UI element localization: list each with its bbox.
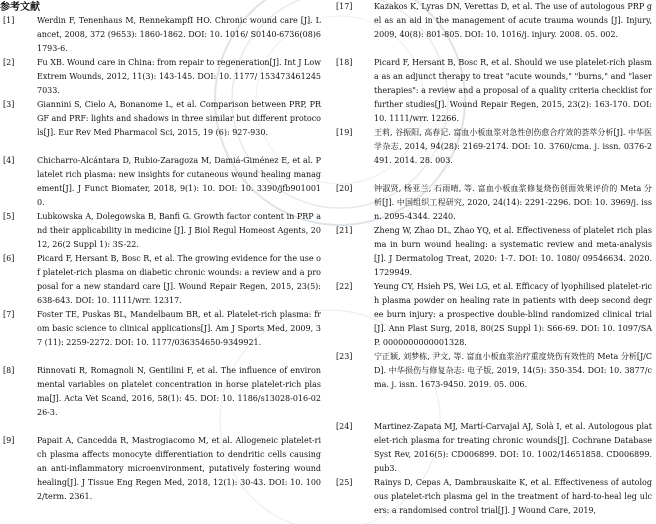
reference-text: Lubkowska A, Dolegowska B, Banfi G. Growth factor content in PRP and their applicability in medicine [J]. J Biol Regul Homeost Agents, 2012, 26(2 Suppl 1): 3S-22. — [37, 212, 321, 249]
reference-entry — [336, 0, 652, 42]
reference-entry — [3, 252, 321, 308]
reference-entry — [3, 364, 321, 420]
reference-text: Papait A, Cancedda R, Mastrogiacomo M, et al. Allogeneic platelet-rich plasma affects monocyte differentiation to dendritic cells causing an anti-inflammatory microenvironment, putatively fostering wound healing[J]. J Tissue Eng Regen Med, 2018, 12(1): 30-43. DOI: 10. 1002/term. 2361. — [37, 436, 321, 501]
reference-number: [2] — [3, 58, 15, 67]
reference-entry — [3, 210, 321, 252]
reference-entry — [336, 182, 652, 224]
reference-number: [7] — [3, 310, 15, 319]
reference-text: Fu XB. Wound care in China: from repair to regeneration[J]. Int J Low Extrem Wounds, 2012, 11(3): 143-145. DOI: 10. 1177/ 1534734612457033. — [37, 58, 321, 95]
reference-number: [22] — [336, 282, 353, 291]
reference-number: [17] — [336, 2, 353, 11]
reference-entry — [3, 14, 321, 56]
reference-text: 王莉, 谷振阳, 高春记. 富血小板血浆对急性创伤愈合疗效的荟萃分析[J]. 中华医学杂志, 2014, 94(28): 2169-2174. DOI: 10. 3760/cma. j. issn. 0376-2491. 2014. 28. 003. — [374, 128, 652, 165]
reference-number: [9] — [3, 436, 15, 445]
reference-text: Martinez-Zapata MJ, Martí-Carvajal AJ, Solà I, et al. Autologous platelet-rich plasma for treating chronic wounds[J]. Cochrane Database Syst Rev, 2016(5): CD006899. DOI: 10. 1002/14651858. CD006899. pub3. — [374, 422, 652, 473]
reference-number: [1] — [3, 16, 15, 25]
reference-text: 宁正颖, 刘梦栋, 尹文, 等. 富血小板血浆治疗重度烧伤有效性的 Meta 分析[J/CD]. 中华损伤与修复杂志: 电子版, 2019, 14(5): 350-354. DOI: 10. 3877/cma. j. issn. 1673-9450. 2019. 05. 006. — [374, 352, 652, 389]
reference-text: 钟淑贤, 杨亚兰, 石雨晴, 等. 富血小板血浆修复烧伤创面效果评价的 Meta 分析[J]. 中国组织工程研究, 2020, 24(14): 2291-2296. DOI: 10. 3969/j. issn. 2095-4344. 2240. — [374, 184, 652, 221]
reference-number: [18] — [336, 58, 353, 67]
reference-text: Picard F, Hersant B, Bosc R, et al. The growing evidence for the use of platelet-rich plasma on diabetic chronic wounds: a review and a proposal for a new standard care [J]. Wound Repair Regen, 2015, 23(5): 638-643. DOI: 10. 1111/wrr. 12317. — [37, 254, 321, 305]
reference-text: Yeung CY, Hsieh PS, Wei LG, et al. Efficacy of lyophilised platelet-rich plasma powder on healing rate in patients with deep second degree burn injury: a prospective double-blind randomized clinical trial[J]. Ann Plast Surg, 2018, 80(2S Suppl 1): S66-69. DOI: 10. 1097/SAP. 0000000000001328. — [374, 282, 652, 347]
reference-entry — [336, 420, 652, 476]
reference-entry — [3, 154, 321, 210]
reference-number: [6] — [3, 254, 15, 263]
reference-entry — [3, 308, 321, 350]
reference-entry — [336, 126, 652, 168]
reference-text: Werdin F, Tenenhaus M, RennekampfI HO. Chronic wound care [J]. Lancet, 2008, 372 (9653): 1860-1862. DOI: 10. 1016/ S0140-6736(08)61793-6. — [37, 16, 321, 53]
references-heading: 参考文献 — [0, 2, 40, 13]
reference-text: Zheng W, Zhao DL, Zhao YQ, et al. Effectiveness of platelet rich plasma in burn wound healing: a systematic review and meta-analysis[J]. J Dermatolog Treat, 2020: 1-7. DOI: 10. 1080/ 09546634. 2020. 1729949. — [374, 226, 652, 277]
reference-number: [19] — [336, 128, 353, 137]
reference-entry — [3, 434, 321, 504]
reference-text: Picard F, Hersant B, Bosc R, et al. Should we use platelet-rich plasma as an adjunct therapy to treat "acute wounds," "burns," and "laser therapies": a review and a proposal of a quality criteria checklist for further studies[J]. Wound Repair Regen, 2015, 23(2): 163-170. DOI: 10. 1111/wrr. 12266. — [374, 58, 652, 123]
reference-entry — [3, 98, 321, 140]
reference-entry — [336, 280, 652, 350]
reference-number: [23] — [336, 352, 353, 361]
reference-entry — [3, 56, 321, 98]
reference-entry — [336, 224, 652, 280]
reference-text: Rainys D, Cepas A, Dambrauskaite K, et al. Effectiveness of autologous platelet-rich plasma gel in the treatment of hard-to-heal leg ulcers: a randomised control trial[J]. J Wound Care, 2019, — [374, 478, 652, 515]
reference-text: Giannini S, Cielo A, Bonanome L, et al. Comparison between PRP, PRGF and PRF: lights and shadows in three similar but different protocols[J]. Eur Rev Med Pharmacol Sci, 2015, 19 (6): 927-930. — [37, 100, 321, 137]
reference-entry — [336, 476, 652, 518]
reference-text: Foster TE, Puskas BL, Mandelbaum BR, et al. Platelet-rich plasma: from basic science to clinical applications[J]. Am J Sports Med, 2009, 37 (11): 2259-2272. DOI: 10. 1177/036354650-9349921. — [37, 310, 321, 347]
reference-number: [4] — [3, 156, 15, 165]
reference-number: [24] — [336, 422, 353, 431]
reference-number: [5] — [3, 212, 15, 221]
reference-text: Chicharro-Alcántara D, Rubio-Zaragoza M, Damiá-Giménez E, et al. Platelet rich plasma: new insights for cutaneous wound healing management[J]. J Funct Biomater, 2018, 9(1): 10. DOI: 10. 3390/jfb9010010. — [37, 156, 321, 207]
reference-number: [25] — [336, 478, 353, 487]
reference-number: [3] — [3, 100, 15, 109]
reference-number: [20] — [336, 184, 353, 193]
reference-text: Kazakos K, Lyras DN, Verettas D, et al. The use of autologous PRP gel as an aid in the management of acute trauma wounds [J]. Injury, 2009, 40(8): 801-805. DOI: 10. 1016/j. injury. 2008. 05. 002. — [374, 2, 652, 39]
reference-number: [8] — [3, 366, 15, 375]
reference-number: [21] — [336, 226, 353, 235]
reference-entry — [336, 350, 652, 392]
reference-entry — [336, 56, 652, 126]
reference-text: Rinnovati R, Romagnoli N, Gentilini F, et al. The influence of environmental variables on platelet concentration in horse platelet-rich plasma[J]. Acta Vet Scand, 2016, 58(1): 45. DOI: 10. 1186/s13028-016-0226-3. — [37, 366, 321, 417]
